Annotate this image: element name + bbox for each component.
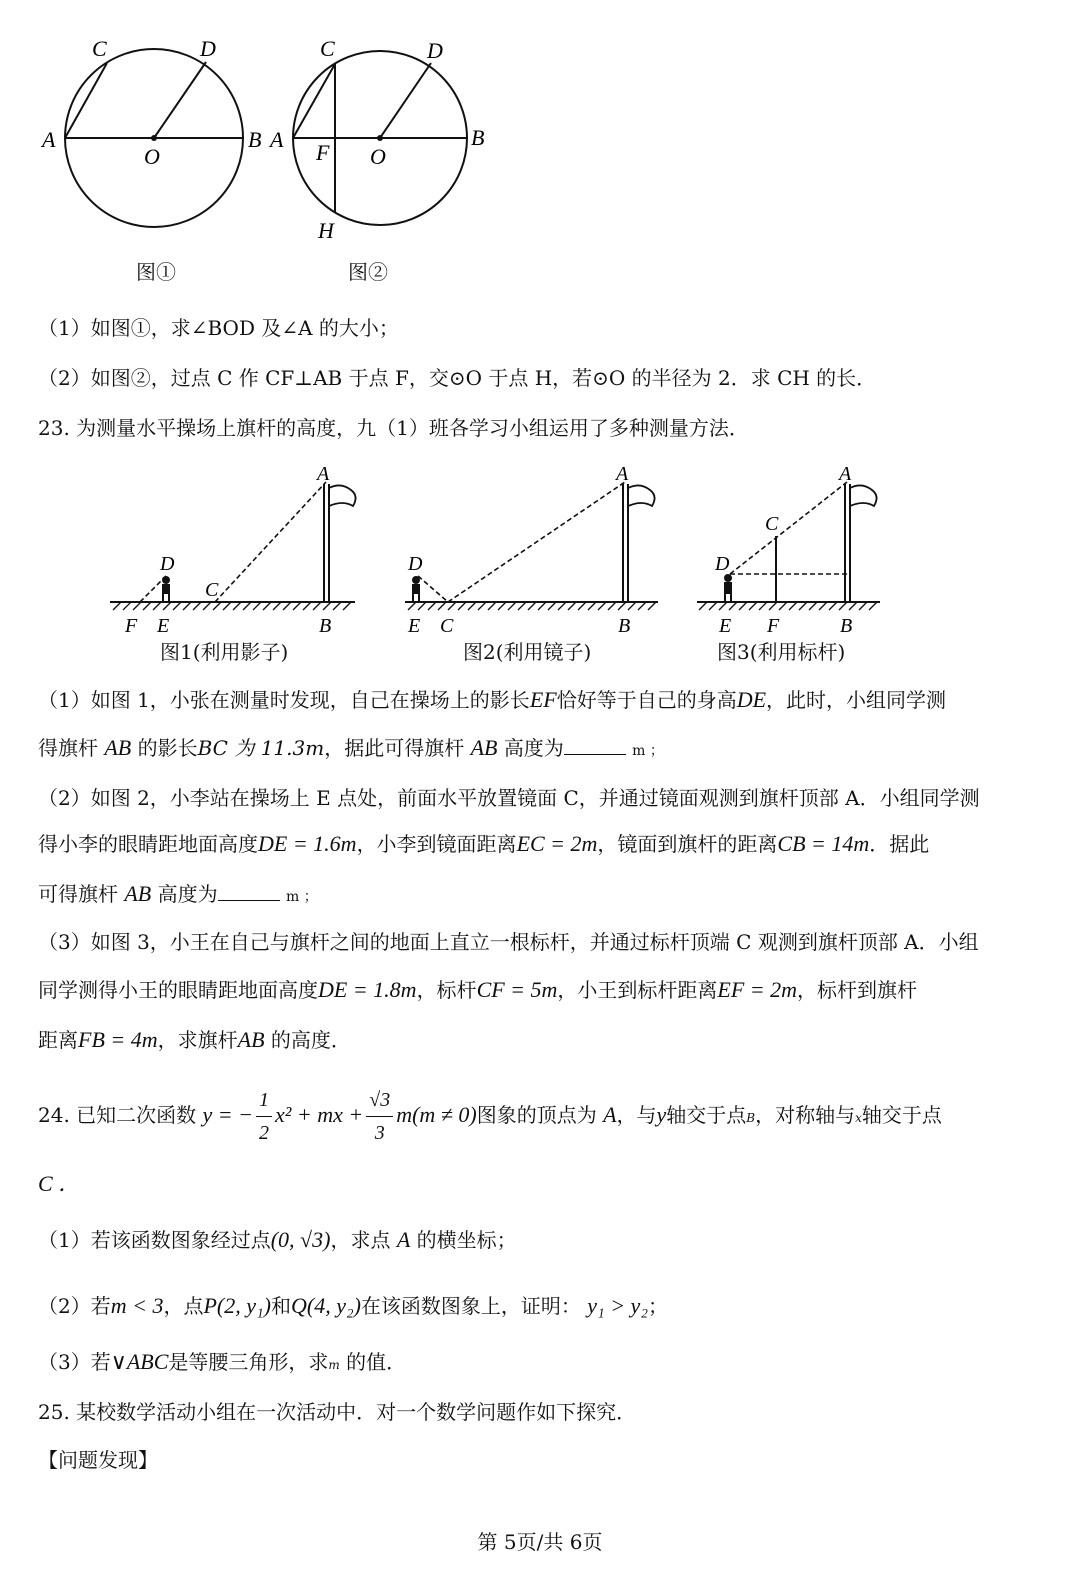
- q25-heading: 【问题发现】: [38, 1448, 158, 1472]
- label-B: B: [840, 615, 853, 637]
- q23-figure-3-caption: 图3(利用标杆): [717, 640, 846, 664]
- label-E: E: [408, 615, 421, 637]
- q23-part2-line3: 可得旗杆 AB 高度为 m ；: [38, 881, 318, 906]
- label-B: B: [319, 615, 332, 637]
- figure-2-caption: 图②: [348, 260, 388, 284]
- q23-figure-1-caption: 图1(利用影子): [160, 640, 289, 664]
- q24-stem: 24. 已知二次函数 y = − $\frac{1}{2}$ x² + mx + $\frac{√3}{3}$ m(m ≠ 0)图象的顶点为 A，与y轴交于点B，对称轴与x轴交于点: [38, 1080, 942, 1153]
- q24-stem-cont: C ．: [38, 1171, 81, 1196]
- label-A: A: [270, 127, 284, 152]
- label-C: C: [320, 36, 335, 61]
- label-C: C: [92, 36, 107, 61]
- fraction-half: $\frac{1}{2}$: [256, 1084, 272, 1149]
- q23-figure-2-caption: 图2(利用镜子): [463, 640, 592, 664]
- label-D: D: [160, 553, 175, 575]
- label-E: E: [157, 615, 170, 637]
- q24-part1: （1）若该函数图象经过点(0, √3)，求点 A 的横坐标；: [38, 1227, 517, 1252]
- label-D: D: [715, 553, 730, 575]
- label-A: A: [616, 463, 629, 485]
- figure-1-caption: 图①: [136, 260, 176, 284]
- q22-part1: （1）如图①，求∠BOD 及∠A 的大小；: [38, 316, 399, 340]
- answer-blank-1[interactable]: [564, 736, 626, 755]
- label-A: A: [42, 127, 56, 152]
- q24-part2: （2）若m < 3，点P(2, y₁)和Q(4, y₂)在该函数图象上，证明： y₁ > y₂；: [38, 1293, 668, 1318]
- label-E: E: [719, 615, 732, 637]
- q23-part2-line1: （2）如图 2，小李站在操场上 E 点处，前面水平放置镜面 C，并通过镜面观测到旗杆顶部 A．小组同学测: [38, 786, 980, 810]
- label-D: D: [427, 38, 443, 63]
- q22-part2: （2）如图②，过点 C 作 CF⊥AB 于点 F，交⊙O 于点 H，若⊙O 的半径为 2．求 CH 的长．: [38, 366, 877, 390]
- label-F: F: [316, 140, 330, 165]
- circle-figure-1: [40, 30, 280, 260]
- label-F: F: [767, 615, 780, 637]
- label-A: A: [839, 463, 852, 485]
- label-C: C: [205, 579, 219, 601]
- q23-part2-line2: 得小李的眼睛距地面高度DE = 1.6m，小李到镜面距离EC = 2m，镜面到旗杆的距离CB = 14m．据此: [38, 831, 930, 856]
- label-H: H: [318, 218, 334, 243]
- answer-blank-2[interactable]: [218, 882, 280, 901]
- q23-intro: 23. 为测量水平操场上旗杆的高度，九（1）班各学习小组运用了多种测量方法．: [38, 416, 749, 440]
- label-D: D: [408, 553, 423, 575]
- q23-part3-line3: 距离FB = 4m，求旗杆AB 的高度．: [38, 1027, 351, 1052]
- label-O: O: [370, 144, 386, 169]
- label-C: C: [440, 615, 454, 637]
- q23-part3-line2: 同学测得小王的眼睛距地面高度DE = 1.8m，标杆CF = 5m，小王到标杆距离EF = 2m，标杆到旗杆: [38, 977, 918, 1002]
- q23-figure-1: [105, 460, 365, 640]
- label-O: O: [144, 144, 160, 169]
- q23-part1-line2: 得旗杆 AB 的影长BC 为 11.3m，据此可得旗杆 AB 高度为 m ；: [38, 735, 664, 760]
- label-B: B: [618, 615, 631, 637]
- page-footer: 第 5页/共 6页: [477, 1530, 603, 1554]
- label-C: C: [765, 513, 779, 535]
- q24-part3: （3）若∨ABC是等腰三角形，求m 的值．: [38, 1349, 407, 1374]
- circle-figure-2: [268, 30, 498, 260]
- label-B: B: [471, 125, 485, 150]
- q23-part1-line1: （1）如图 1，小张在测量时发现，自己在操场上的影长EF恰好等于自己的身高DE，此时，小组同学测: [38, 687, 947, 712]
- q23-part3-line1: （3）如图 3，小王在自己与旗杆之间的地面上直立一根标杆，并通过标杆顶端 C 观测到旗杆顶部 A．小组: [38, 930, 979, 954]
- label-D: D: [200, 36, 216, 61]
- label-A: A: [317, 463, 330, 485]
- q23-figure-2: [400, 460, 670, 640]
- fraction-root3-over-3: $\frac{√3}{3}$: [366, 1084, 393, 1149]
- q23-figure-3: [695, 460, 895, 640]
- q25-intro: 25. 某校数学活动小组在一次活动中．对一个数学问题作如下探究．: [38, 1400, 637, 1424]
- label-B: B: [248, 127, 262, 152]
- label-F: F: [125, 615, 138, 637]
